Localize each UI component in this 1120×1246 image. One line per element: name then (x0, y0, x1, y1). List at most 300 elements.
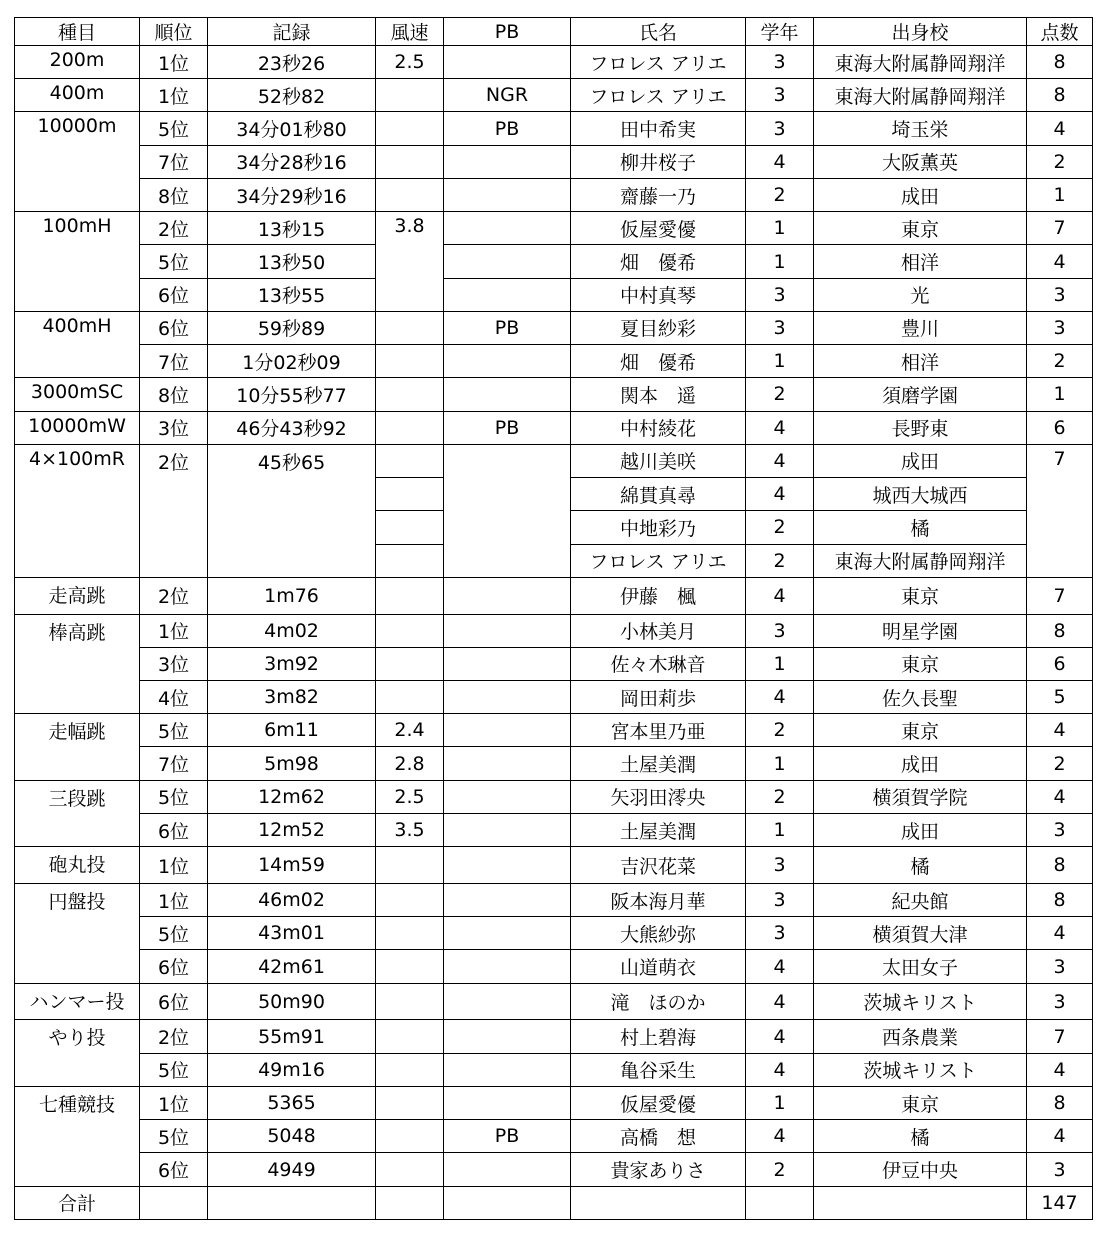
pb-cell (444, 46, 571, 79)
school-cell: 茨城キリスト (814, 983, 1027, 1020)
name-cell: 亀谷采生 (571, 1053, 746, 1086)
wind-cell (376, 478, 444, 511)
points-cell: 3 (1027, 983, 1093, 1020)
wind-cell (376, 681, 444, 714)
table-row (15, 847, 1093, 884)
table-row (15, 1153, 1093, 1186)
name-cell: 畑 優希 (571, 245, 746, 278)
empty-cell (140, 1186, 208, 1219)
pb-cell (444, 345, 571, 378)
wind-cell (376, 311, 444, 344)
grade-cell: 4 (746, 411, 814, 444)
wind-cell (376, 1020, 444, 1053)
empty-cell (376, 1186, 444, 1219)
empty-cell (208, 1186, 376, 1219)
name-cell: フロレス アリエ (571, 79, 746, 112)
record-cell: 43m01 (208, 917, 376, 950)
grade-cell: 1 (746, 747, 814, 780)
empty-cell (814, 1186, 1027, 1219)
pb-cell (444, 780, 571, 813)
table-row (15, 311, 1093, 344)
record-cell: 34分29秒16 (208, 178, 376, 211)
school-cell: 東京 (814, 212, 1027, 245)
school-cell: 相洋 (814, 245, 1027, 278)
record-cell: 13秒50 (208, 245, 376, 278)
wind-cell (376, 1120, 444, 1153)
school-cell: 横須賀大津 (814, 917, 1027, 950)
record-cell: 10分55秒77 (208, 378, 376, 411)
name-cell: 伊藤 楓 (571, 577, 746, 614)
grade-cell: 3 (746, 883, 814, 916)
record-cell: 34分28秒16 (208, 145, 376, 178)
table-row (15, 714, 1093, 747)
points-cell: 3 (1027, 278, 1093, 311)
school-cell: 豊川 (814, 311, 1027, 344)
school-cell: 横須賀学院 (814, 780, 1027, 813)
points-cell: 1 (1027, 178, 1093, 211)
header-rank: 順位 (140, 18, 208, 46)
event-cell: 400mH (15, 311, 140, 377)
points-cell: 7 (1027, 577, 1093, 614)
grade-cell: 4 (746, 478, 814, 511)
table-row (15, 245, 1093, 278)
pb-cell: PB (444, 112, 571, 145)
table-row (15, 577, 1093, 614)
name-cell: 中地彩乃 (571, 511, 746, 544)
points-cell: 8 (1027, 1086, 1093, 1119)
header-school: 出身校 (814, 18, 1027, 46)
school-cell: 東京 (814, 714, 1027, 747)
grade-cell: 1 (746, 345, 814, 378)
name-cell: 綿貫真尋 (571, 478, 746, 511)
record-cell: 3m92 (208, 647, 376, 680)
points-cell: 8 (1027, 79, 1093, 112)
grade-cell: 4 (746, 681, 814, 714)
rank-cell: 5位 (140, 780, 208, 813)
record-cell: 4m02 (208, 614, 376, 647)
name-cell: 阪本海月華 (571, 883, 746, 916)
name-cell: 仮屋愛優 (571, 1086, 746, 1119)
pb-cell (444, 681, 571, 714)
name-cell: 宮本里乃亜 (571, 714, 746, 747)
grade-cell: 2 (746, 178, 814, 211)
school-cell: 成田 (814, 444, 1027, 477)
pb-cell (444, 145, 571, 178)
pb-cell (444, 813, 571, 846)
rank-cell: 6位 (140, 311, 208, 344)
wind-cell (376, 614, 444, 647)
table-row (15, 813, 1093, 846)
school-cell: 伊豆中央 (814, 1153, 1027, 1186)
wind-cell (376, 378, 444, 411)
points-cell: 4 (1027, 1120, 1093, 1153)
school-cell: 東京 (814, 1086, 1027, 1119)
table-row (15, 1120, 1093, 1153)
name-cell: 仮屋愛優 (571, 212, 746, 245)
school-cell: 大阪薫英 (814, 145, 1027, 178)
name-cell: 貴家ありさ (571, 1153, 746, 1186)
name-cell: 畑 優希 (571, 345, 746, 378)
record-cell: 6m11 (208, 714, 376, 747)
event-cell: 三段跳 (15, 780, 140, 846)
wind-cell (376, 983, 444, 1020)
name-cell: 山道萌衣 (571, 950, 746, 983)
total-label: 合計 (15, 1186, 140, 1219)
grade-cell: 2 (746, 714, 814, 747)
points-cell: 6 (1027, 411, 1093, 444)
rank-cell: 7位 (140, 345, 208, 378)
name-cell: 齋藤一乃 (571, 178, 746, 211)
points-cell: 4 (1027, 780, 1093, 813)
grade-cell: 4 (746, 950, 814, 983)
rank-cell: 6位 (140, 278, 208, 311)
pb-cell (444, 614, 571, 647)
school-cell: 橘 (814, 511, 1027, 544)
school-cell: 橘 (814, 847, 1027, 884)
school-cell: 東海大附属静岡翔洋 (814, 79, 1027, 112)
rank-cell: 8位 (140, 178, 208, 211)
grade-cell: 1 (746, 1086, 814, 1119)
wind-cell (376, 950, 444, 983)
grade-cell: 3 (746, 847, 814, 884)
pb-cell (444, 917, 571, 950)
pb-cell: PB (444, 1120, 571, 1153)
points-cell: 4 (1027, 917, 1093, 950)
rank-cell: 1位 (140, 614, 208, 647)
wind-cell (376, 1153, 444, 1186)
wind-cell (376, 511, 444, 544)
school-cell: 橘 (814, 1120, 1027, 1153)
pb-cell (444, 950, 571, 983)
header-name: 氏名 (571, 18, 746, 46)
school-cell: 相洋 (814, 345, 1027, 378)
header-row (15, 18, 1093, 46)
record-cell: 50m90 (208, 983, 376, 1020)
rank-cell: 1位 (140, 46, 208, 79)
rank-cell: 5位 (140, 1053, 208, 1086)
points-cell: 3 (1027, 311, 1093, 344)
empty-cell (746, 1186, 814, 1219)
table-row (15, 1086, 1093, 1119)
name-cell: 岡田莉歩 (571, 681, 746, 714)
wind-cell (376, 647, 444, 680)
pb-cell: PB (444, 411, 571, 444)
points-cell: 1 (1027, 378, 1093, 411)
table-row (15, 917, 1093, 950)
name-cell: 中村綾花 (571, 411, 746, 444)
table-row (15, 278, 1093, 311)
rank-cell: 2位 (140, 577, 208, 614)
wind-cell (376, 79, 444, 112)
grade-cell: 3 (746, 278, 814, 311)
table-row (15, 46, 1093, 79)
table-row (15, 444, 1093, 477)
table-row (15, 378, 1093, 411)
table-row (15, 1020, 1093, 1053)
table-row (15, 411, 1093, 444)
school-cell: 埼玉栄 (814, 112, 1027, 145)
record-cell: 52秒82 (208, 79, 376, 112)
rank-cell: 3位 (140, 647, 208, 680)
grade-cell: 4 (746, 1053, 814, 1086)
record-cell: 1m76 (208, 577, 376, 614)
wind-cell: 2.4 (376, 714, 444, 747)
grade-cell: 3 (746, 112, 814, 145)
wind-cell: 2.5 (376, 780, 444, 813)
rank-cell: 6位 (140, 950, 208, 983)
rank-cell: 7位 (140, 145, 208, 178)
grade-cell: 3 (746, 46, 814, 79)
wind-cell (376, 444, 444, 477)
name-cell: 土屋美潤 (571, 813, 746, 846)
pb-cell (444, 847, 571, 884)
pb-cell (444, 647, 571, 680)
grade-cell: 3 (746, 79, 814, 112)
header-pb: PB (444, 18, 571, 46)
record-cell: 46分43秒92 (208, 411, 376, 444)
pb-cell (444, 983, 571, 1020)
points-cell: 5 (1027, 681, 1093, 714)
table-row (15, 681, 1093, 714)
record-cell: 55m91 (208, 1020, 376, 1053)
name-cell: 吉沢花菜 (571, 847, 746, 884)
event-cell: 走高跳 (15, 577, 140, 614)
name-cell: 越川美咲 (571, 444, 746, 477)
wind-cell (376, 112, 444, 145)
school-cell: 茨城キリスト (814, 1053, 1027, 1086)
school-cell: 佐久長聖 (814, 681, 1027, 714)
rank-cell: 5位 (140, 112, 208, 145)
pb-cell (444, 714, 571, 747)
school-cell: 東海大附属静岡翔洋 (814, 544, 1027, 577)
wind-cell (376, 1053, 444, 1086)
table-row (15, 79, 1093, 112)
name-cell: フロレス アリエ (571, 46, 746, 79)
record-cell: 5m98 (208, 747, 376, 780)
wind-cell (376, 1086, 444, 1119)
name-cell: 村上碧海 (571, 1020, 746, 1053)
wind-cell (376, 883, 444, 916)
points-cell: 7 (1027, 1020, 1093, 1053)
record-cell: 13秒55 (208, 278, 376, 311)
pb-cell (444, 444, 571, 577)
results-table (14, 17, 1093, 1220)
points-cell: 4 (1027, 112, 1093, 145)
rank-cell: 6位 (140, 1153, 208, 1186)
points-cell: 4 (1027, 1053, 1093, 1086)
grade-cell: 4 (746, 983, 814, 1020)
school-cell: 太田女子 (814, 950, 1027, 983)
event-cell: 4×100mR (15, 444, 140, 577)
school-cell: 東京 (814, 647, 1027, 680)
header-points: 点数 (1027, 18, 1093, 46)
pb-cell (444, 212, 571, 245)
grade-cell: 2 (746, 511, 814, 544)
pb-cell: PB (444, 311, 571, 344)
header-grade: 学年 (746, 18, 814, 46)
pb-cell (444, 378, 571, 411)
record-cell: 59秒89 (208, 311, 376, 344)
table-row (15, 212, 1093, 245)
pb-cell (444, 278, 571, 311)
record-cell: 34分01秒80 (208, 112, 376, 145)
grade-cell: 4 (746, 145, 814, 178)
points-cell: 8 (1027, 847, 1093, 884)
record-cell: 12m62 (208, 780, 376, 813)
record-cell: 4949 (208, 1153, 376, 1186)
grade-cell: 3 (746, 917, 814, 950)
header-wind: 風速 (376, 18, 444, 46)
event-cell: 走幅跳 (15, 714, 140, 780)
pb-cell: NGR (444, 79, 571, 112)
grade-cell: 4 (746, 1020, 814, 1053)
grade-cell: 2 (746, 378, 814, 411)
school-cell: 東海大附属静岡翔洋 (814, 46, 1027, 79)
event-cell: 100mH (15, 212, 140, 312)
event-cell: 棒高跳 (15, 614, 140, 714)
event-cell: 200m (15, 46, 140, 79)
empty-cell (571, 1186, 746, 1219)
table-row (15, 647, 1093, 680)
school-cell: 長野東 (814, 411, 1027, 444)
table-row (15, 1053, 1093, 1086)
rank-cell: 5位 (140, 245, 208, 278)
pb-cell (444, 1020, 571, 1053)
grade-cell: 1 (746, 813, 814, 846)
record-cell: 1分02秒09 (208, 345, 376, 378)
points-cell: 7 (1027, 212, 1093, 245)
points-cell: 8 (1027, 46, 1093, 79)
table-row (15, 747, 1093, 780)
wind-cell (376, 917, 444, 950)
grade-cell: 2 (746, 1153, 814, 1186)
points-cell: 8 (1027, 883, 1093, 916)
table-row (15, 983, 1093, 1020)
wind-cell (376, 145, 444, 178)
record-cell: 12m52 (208, 813, 376, 846)
rank-cell: 5位 (140, 714, 208, 747)
school-cell: 明星学園 (814, 614, 1027, 647)
points-cell: 4 (1027, 714, 1093, 747)
table-row (15, 345, 1093, 378)
points-cell: 4 (1027, 245, 1093, 278)
grade-cell: 2 (746, 780, 814, 813)
record-cell: 3m82 (208, 681, 376, 714)
record-cell: 46m02 (208, 883, 376, 916)
record-cell: 5365 (208, 1086, 376, 1119)
pb-cell (444, 1153, 571, 1186)
rank-cell: 6位 (140, 813, 208, 846)
grade-cell: 1 (746, 647, 814, 680)
name-cell: 矢羽田澪央 (571, 780, 746, 813)
table-row (15, 950, 1093, 983)
rank-cell: 1位 (140, 847, 208, 884)
points-cell: 3 (1027, 950, 1093, 983)
rank-cell: 1位 (140, 883, 208, 916)
table-row (15, 145, 1093, 178)
grade-cell: 3 (746, 311, 814, 344)
name-cell: 関本 遥 (571, 378, 746, 411)
pb-cell (444, 747, 571, 780)
total-row (15, 1186, 1093, 1219)
name-cell: 田中希実 (571, 112, 746, 145)
pb-cell (444, 1086, 571, 1119)
points-cell: 6 (1027, 647, 1093, 680)
points-cell: 3 (1027, 1153, 1093, 1186)
wind-cell: 2.8 (376, 747, 444, 780)
school-cell: 成田 (814, 178, 1027, 211)
school-cell: 西条農業 (814, 1020, 1027, 1053)
table-row (15, 780, 1093, 813)
points-cell: 7 (1027, 444, 1093, 577)
rank-cell: 4位 (140, 681, 208, 714)
wind-cell: 3.5 (376, 813, 444, 846)
rank-cell: 5位 (140, 917, 208, 950)
wind-cell: 2.5 (376, 46, 444, 79)
table-row (15, 614, 1093, 647)
event-cell: 七種競技 (15, 1086, 140, 1186)
grade-cell: 4 (746, 444, 814, 477)
record-cell: 42m61 (208, 950, 376, 983)
pb-cell (444, 178, 571, 211)
event-cell: 円盤投 (15, 883, 140, 983)
record-cell: 5048 (208, 1120, 376, 1153)
event-cell: 砲丸投 (15, 847, 140, 884)
school-cell: 城西大城西 (814, 478, 1027, 511)
name-cell: 大熊紗弥 (571, 917, 746, 950)
name-cell: 土屋美潤 (571, 747, 746, 780)
pb-cell (444, 245, 571, 278)
name-cell: 小林美月 (571, 614, 746, 647)
header-record: 記録 (208, 18, 376, 46)
rank-cell: 7位 (140, 747, 208, 780)
record-cell: 49m16 (208, 1053, 376, 1086)
rank-cell: 5位 (140, 1120, 208, 1153)
wind-cell (376, 847, 444, 884)
event-cell: ハンマー投 (15, 983, 140, 1020)
rank-cell: 2位 (140, 1020, 208, 1053)
empty-cell (444, 1186, 571, 1219)
grade-cell: 4 (746, 577, 814, 614)
pb-cell (444, 1053, 571, 1086)
name-cell: 柳井桜子 (571, 145, 746, 178)
grade-cell: 3 (746, 614, 814, 647)
school-cell: 東京 (814, 577, 1027, 614)
event-cell: 10000mW (15, 411, 140, 444)
rank-cell: 3位 (140, 411, 208, 444)
grade-cell: 4 (746, 1120, 814, 1153)
points-cell: 2 (1027, 747, 1093, 780)
table-body (15, 46, 1093, 1220)
pb-cell (444, 883, 571, 916)
rank-cell: 6位 (140, 983, 208, 1020)
school-cell: 成田 (814, 747, 1027, 780)
event-cell: 400m (15, 79, 140, 112)
wind-cell (376, 178, 444, 211)
rank-cell: 1位 (140, 1086, 208, 1119)
rank-cell: 8位 (140, 378, 208, 411)
grade-cell: 1 (746, 245, 814, 278)
rank-cell: 1位 (140, 79, 208, 112)
wind-cell (376, 577, 444, 614)
table-row (15, 883, 1093, 916)
grade-cell: 2 (746, 544, 814, 577)
school-cell: 須磨学園 (814, 378, 1027, 411)
rank-cell: 2位 (140, 212, 208, 245)
grade-cell: 1 (746, 212, 814, 245)
rank-cell: 2位 (140, 444, 208, 577)
wind-cell (376, 544, 444, 577)
